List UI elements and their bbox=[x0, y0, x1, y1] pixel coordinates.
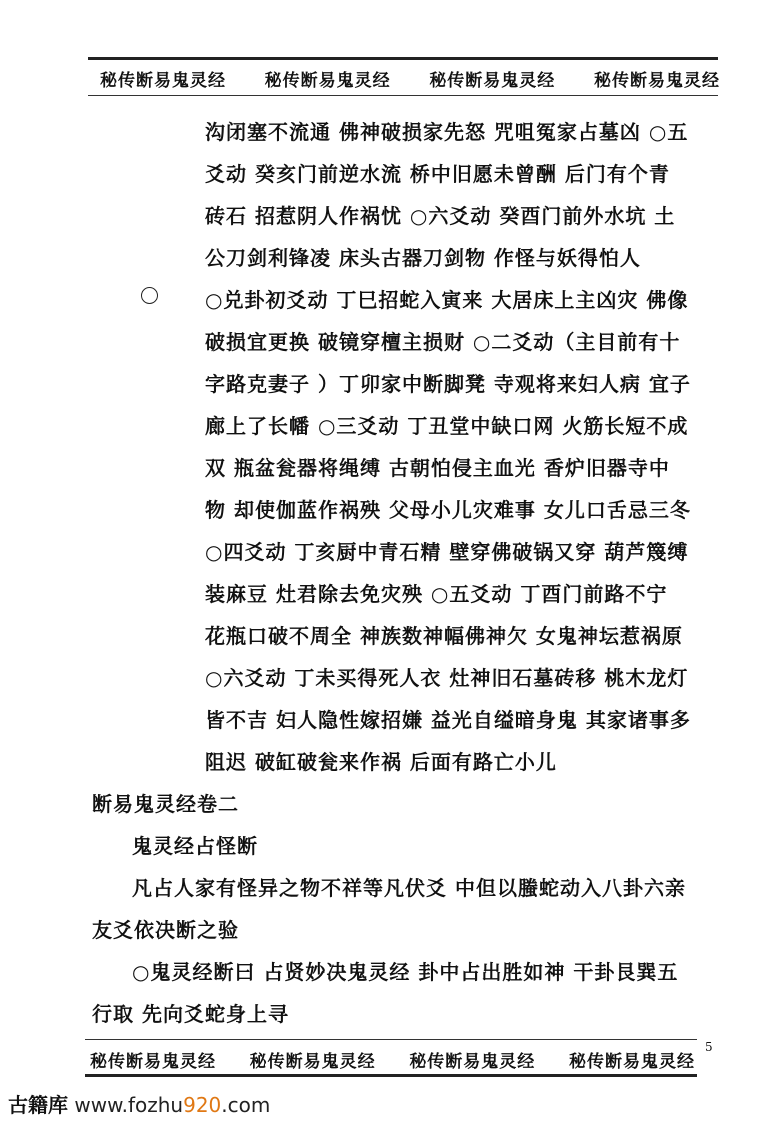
body-line: ○六爻动 丁未买得死人衣 灶神旧石墓砖移 桃木龙灯 bbox=[205, 666, 689, 690]
running-header-title: 秘传断易鬼灵经 bbox=[264, 71, 391, 91]
watermark-url-suffix: .com bbox=[221, 1093, 271, 1117]
running-footer bbox=[90, 1047, 695, 1072]
watermark-brand: 古籍库 bbox=[8, 1093, 68, 1117]
watermark-url-prefix: www.fozhu bbox=[74, 1093, 184, 1117]
footer-rule-bottom bbox=[85, 1074, 697, 1077]
running-header bbox=[100, 66, 720, 91]
body-line: 公刀剑利锋凌 床头古器刀剑物 作怪与妖得怕人 bbox=[205, 246, 641, 270]
subsection-title: 鬼灵经占怪断 bbox=[132, 834, 258, 858]
paragraph-line: 凡占人家有怪异之物不祥等凡伏爻 中但以螣蛇动入八卦六亲 bbox=[132, 876, 686, 900]
header-rule-top bbox=[88, 57, 718, 60]
body-line: 皆不吉 妇人隐性嫁招嫌 益光自缢暗身鬼 其家诸事多 bbox=[205, 708, 691, 732]
body-line: ○兑卦初爻动 丁巳招蛇入寅来 大居床上主凶灾 佛像 bbox=[205, 288, 689, 312]
site-watermark bbox=[8, 1089, 270, 1118]
margin-circle-mark bbox=[141, 287, 158, 304]
running-footer-title: 秘传断易鬼灵经 bbox=[249, 1052, 376, 1072]
running-header-title: 秘传断易鬼灵经 bbox=[429, 71, 556, 91]
body-line: 装麻豆 灶君除去免灾殃 ○五爻动 丁酉门前路不宁 bbox=[205, 582, 668, 606]
body-line: ○四爻动 丁亥厨中青石精 壁穿佛破锅又穿 葫芦篾缚 bbox=[205, 540, 689, 564]
body-line: 阻迟 破缸破瓮来作祸 后面有路亡小儿 bbox=[205, 750, 557, 774]
body-line: 字路克妻子 ）丁卯家中断脚凳 寺观将来妇人病 宜子 bbox=[205, 372, 691, 396]
running-footer-title: 秘传断易鬼灵经 bbox=[568, 1052, 695, 1072]
section-title: 断易鬼灵经卷二 bbox=[92, 792, 239, 816]
body-line: 廊上了长幡 ○三爻动 丁丑堂中缺口网 火筋长短不成 bbox=[205, 414, 689, 438]
body-line: 爻动 癸亥门前逆水流 桥中旧愿未曾酬 后门有个青 bbox=[205, 162, 670, 186]
page-number: 5 bbox=[705, 1040, 713, 1054]
body-line: 花瓶口破不周全 神族数神幅佛神欠 女鬼神坛惹祸原 bbox=[205, 624, 683, 648]
running-header-title: 秘传断易鬼灵经 bbox=[593, 71, 720, 91]
body-line: 双 瓶盆瓮器将绳缚 古朝怕侵主血光 香炉旧器寺中 bbox=[205, 456, 670, 480]
watermark-url-number: 920 bbox=[183, 1093, 222, 1117]
paragraph-line: 友爻依决断之验 bbox=[92, 918, 239, 942]
body-line: 物 却使伽蓝作祸殃 父母小儿灾难事 女儿口舌忌三冬 bbox=[205, 498, 691, 522]
header-rule-bottom bbox=[88, 95, 718, 96]
running-footer-title: 秘传断易鬼灵经 bbox=[90, 1052, 216, 1072]
footer-rule-top bbox=[85, 1039, 697, 1040]
body-line: 砖石 招惹阴人作祸忧 ○六爻动 癸酉门前外水坑 土 bbox=[205, 204, 676, 228]
body-line: 沟闭塞不流通 佛神破损家先怒 咒咀冤家占墓凶 ○五 bbox=[205, 120, 689, 144]
paragraph-line: 行取 先向爻蛇身上寻 bbox=[92, 1002, 289, 1026]
running-footer-title: 秘传断易鬼灵经 bbox=[409, 1052, 536, 1072]
running-header-title: 秘传断易鬼灵经 bbox=[100, 71, 226, 91]
paragraph-line: ○鬼灵经断曰 占贤妙决鬼灵经 卦中占出胜如神 干卦艮巽五 bbox=[132, 960, 679, 984]
body-line: 破损宜更换 破镜穿檀主损财 ○二爻动（主目前有十 bbox=[205, 330, 681, 354]
